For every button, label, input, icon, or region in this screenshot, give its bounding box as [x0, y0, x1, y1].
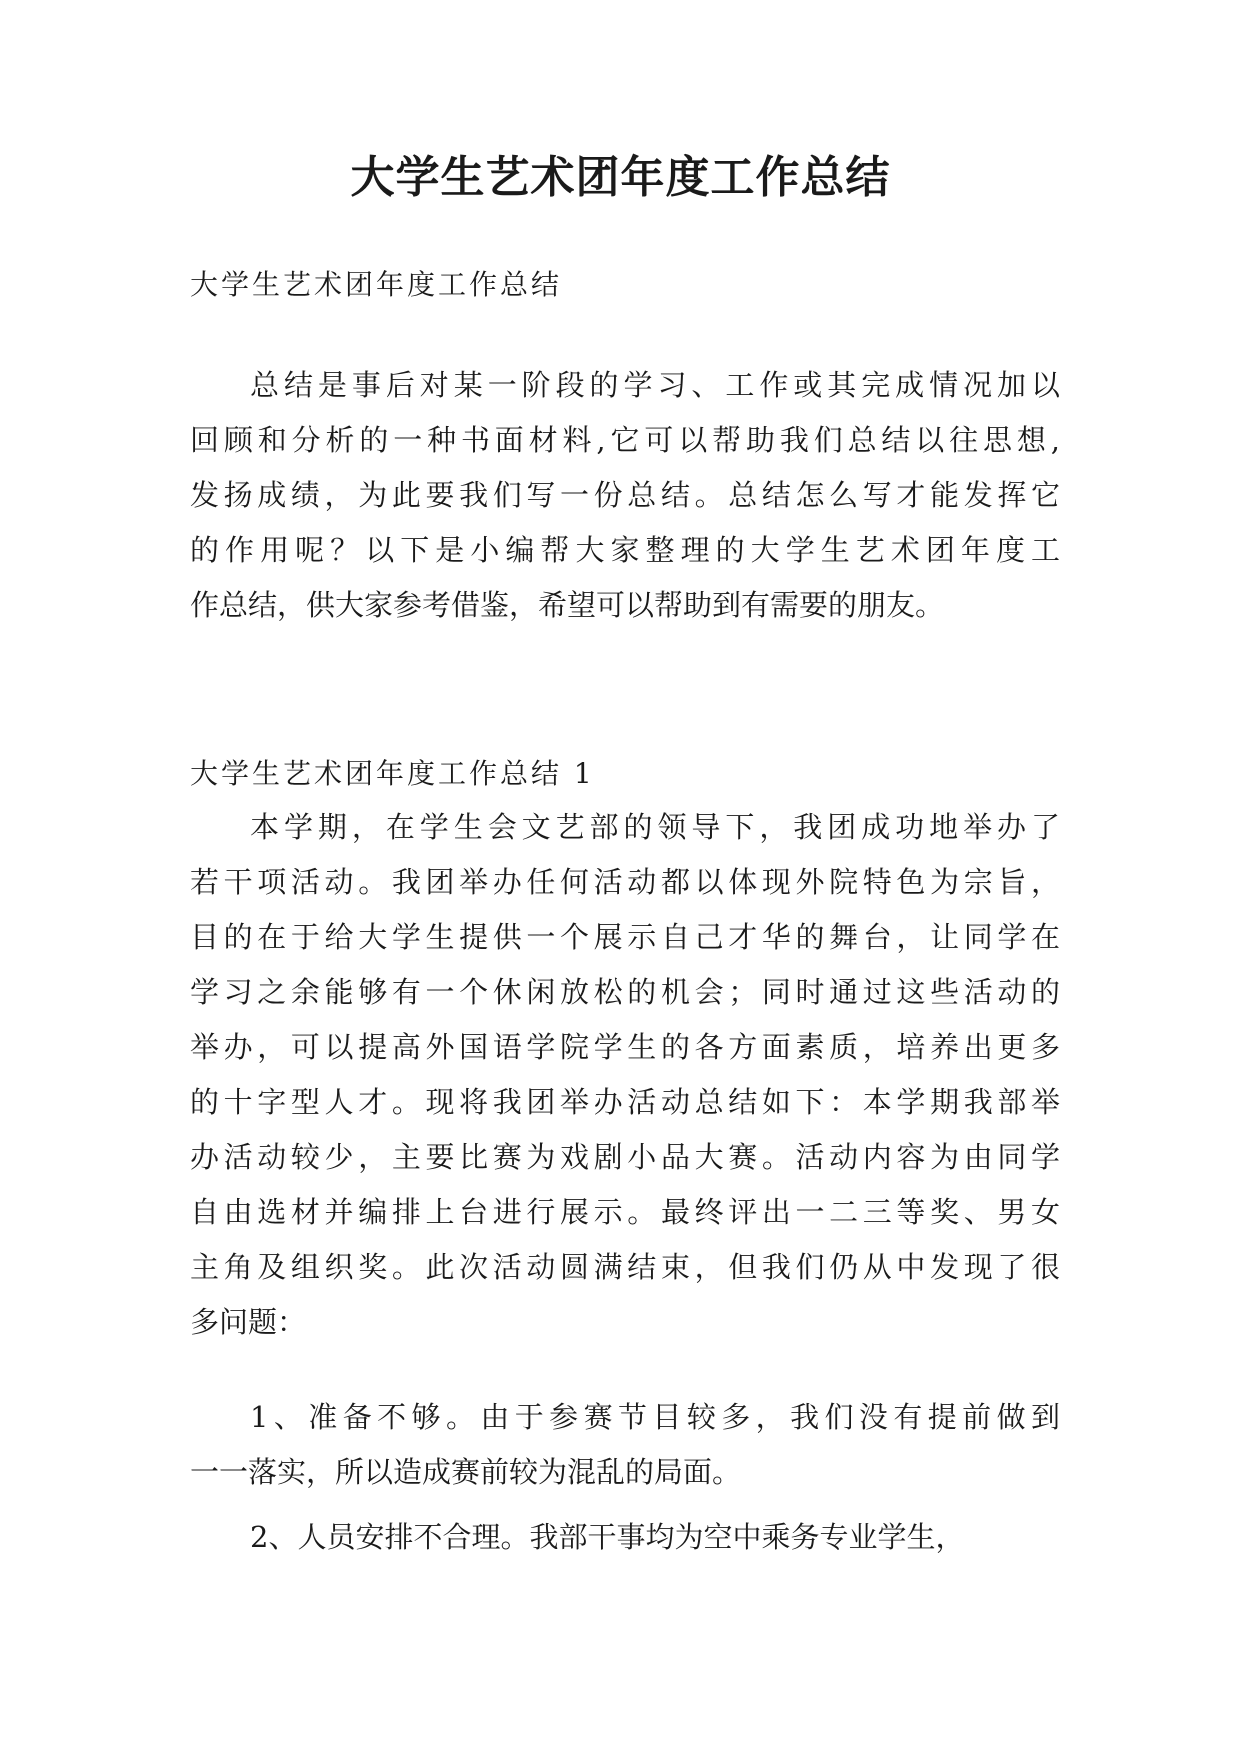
- document-title: 大学生艺术团年度工作总结: [350, 152, 891, 203]
- section1-line: 的十字型人才。现将我团举办活动总结如下：本学期我部举: [190, 1085, 1060, 1119]
- list-item-1-line: 一一落实，所以造成赛前较为混乱的局面。: [190, 1455, 742, 1489]
- list-item-2-line: 2、人员安排不合理。我部干事均为空中乘务专业学生，: [250, 1520, 965, 1554]
- list-item-1-line: 1、准备不够。由于参赛节目较多，我们没有提前做到: [250, 1400, 1060, 1434]
- section1-line: 办活动较少，主要比赛为戏剧小品大赛。活动内容为由同学: [190, 1140, 1060, 1174]
- section1-line: 自由选材并编排上台进行展示。最终评出一二三等奖、男女: [190, 1195, 1060, 1229]
- section1-line: 主角及组织奖。此次活动圆满结束，但我们仍从中发现了很: [190, 1250, 1060, 1284]
- section1-paragraph: [190, 800, 1060, 1350]
- section1-line: 举办，可以提高外国语学院学生的各方面素质，培养出更多: [190, 1030, 1060, 1064]
- section1-line: 学习之余能够有一个休闲放松的机会；同时通过这些活动的: [190, 975, 1060, 1009]
- list-item-2: [190, 1510, 1060, 1565]
- intro-line: 回顾和分析的一种书面材料,它可以帮助我们总结以往思想,: [190, 423, 1060, 457]
- section1-line: 多问题：: [190, 1305, 307, 1339]
- intro-line: 的作用呢？以下是小编帮大家整理的大学生艺术团年度工: [190, 533, 1060, 567]
- intro-line: 发扬成绩，为此要我们写一份总结。总结怎么写才能发挥它: [190, 478, 1060, 512]
- section1-line: 目的在于给大学生提供一个展示自己才华的舞台，让同学在: [190, 920, 1060, 954]
- section1-line: 本学期，在学生会文艺部的领导下，我团成功地举办了: [250, 810, 1060, 844]
- intro-line: 总结是事后对某一阶段的学习、工作或其完成情况加以: [250, 368, 1060, 402]
- section-heading: 大学生艺术团年度工作总结 1: [190, 757, 595, 790]
- intro-line: 作总结，供大家参考借鉴，希望可以帮助到有需要的朋友。: [190, 588, 945, 622]
- intro-paragraph: [190, 358, 1060, 633]
- section1-line: 若干项活动。我团举办任何活动都以体现外院特色为宗旨，: [190, 865, 1060, 899]
- list-item-1: [190, 1390, 1060, 1500]
- document-subtitle: 大学生艺术团年度工作总结: [190, 268, 563, 301]
